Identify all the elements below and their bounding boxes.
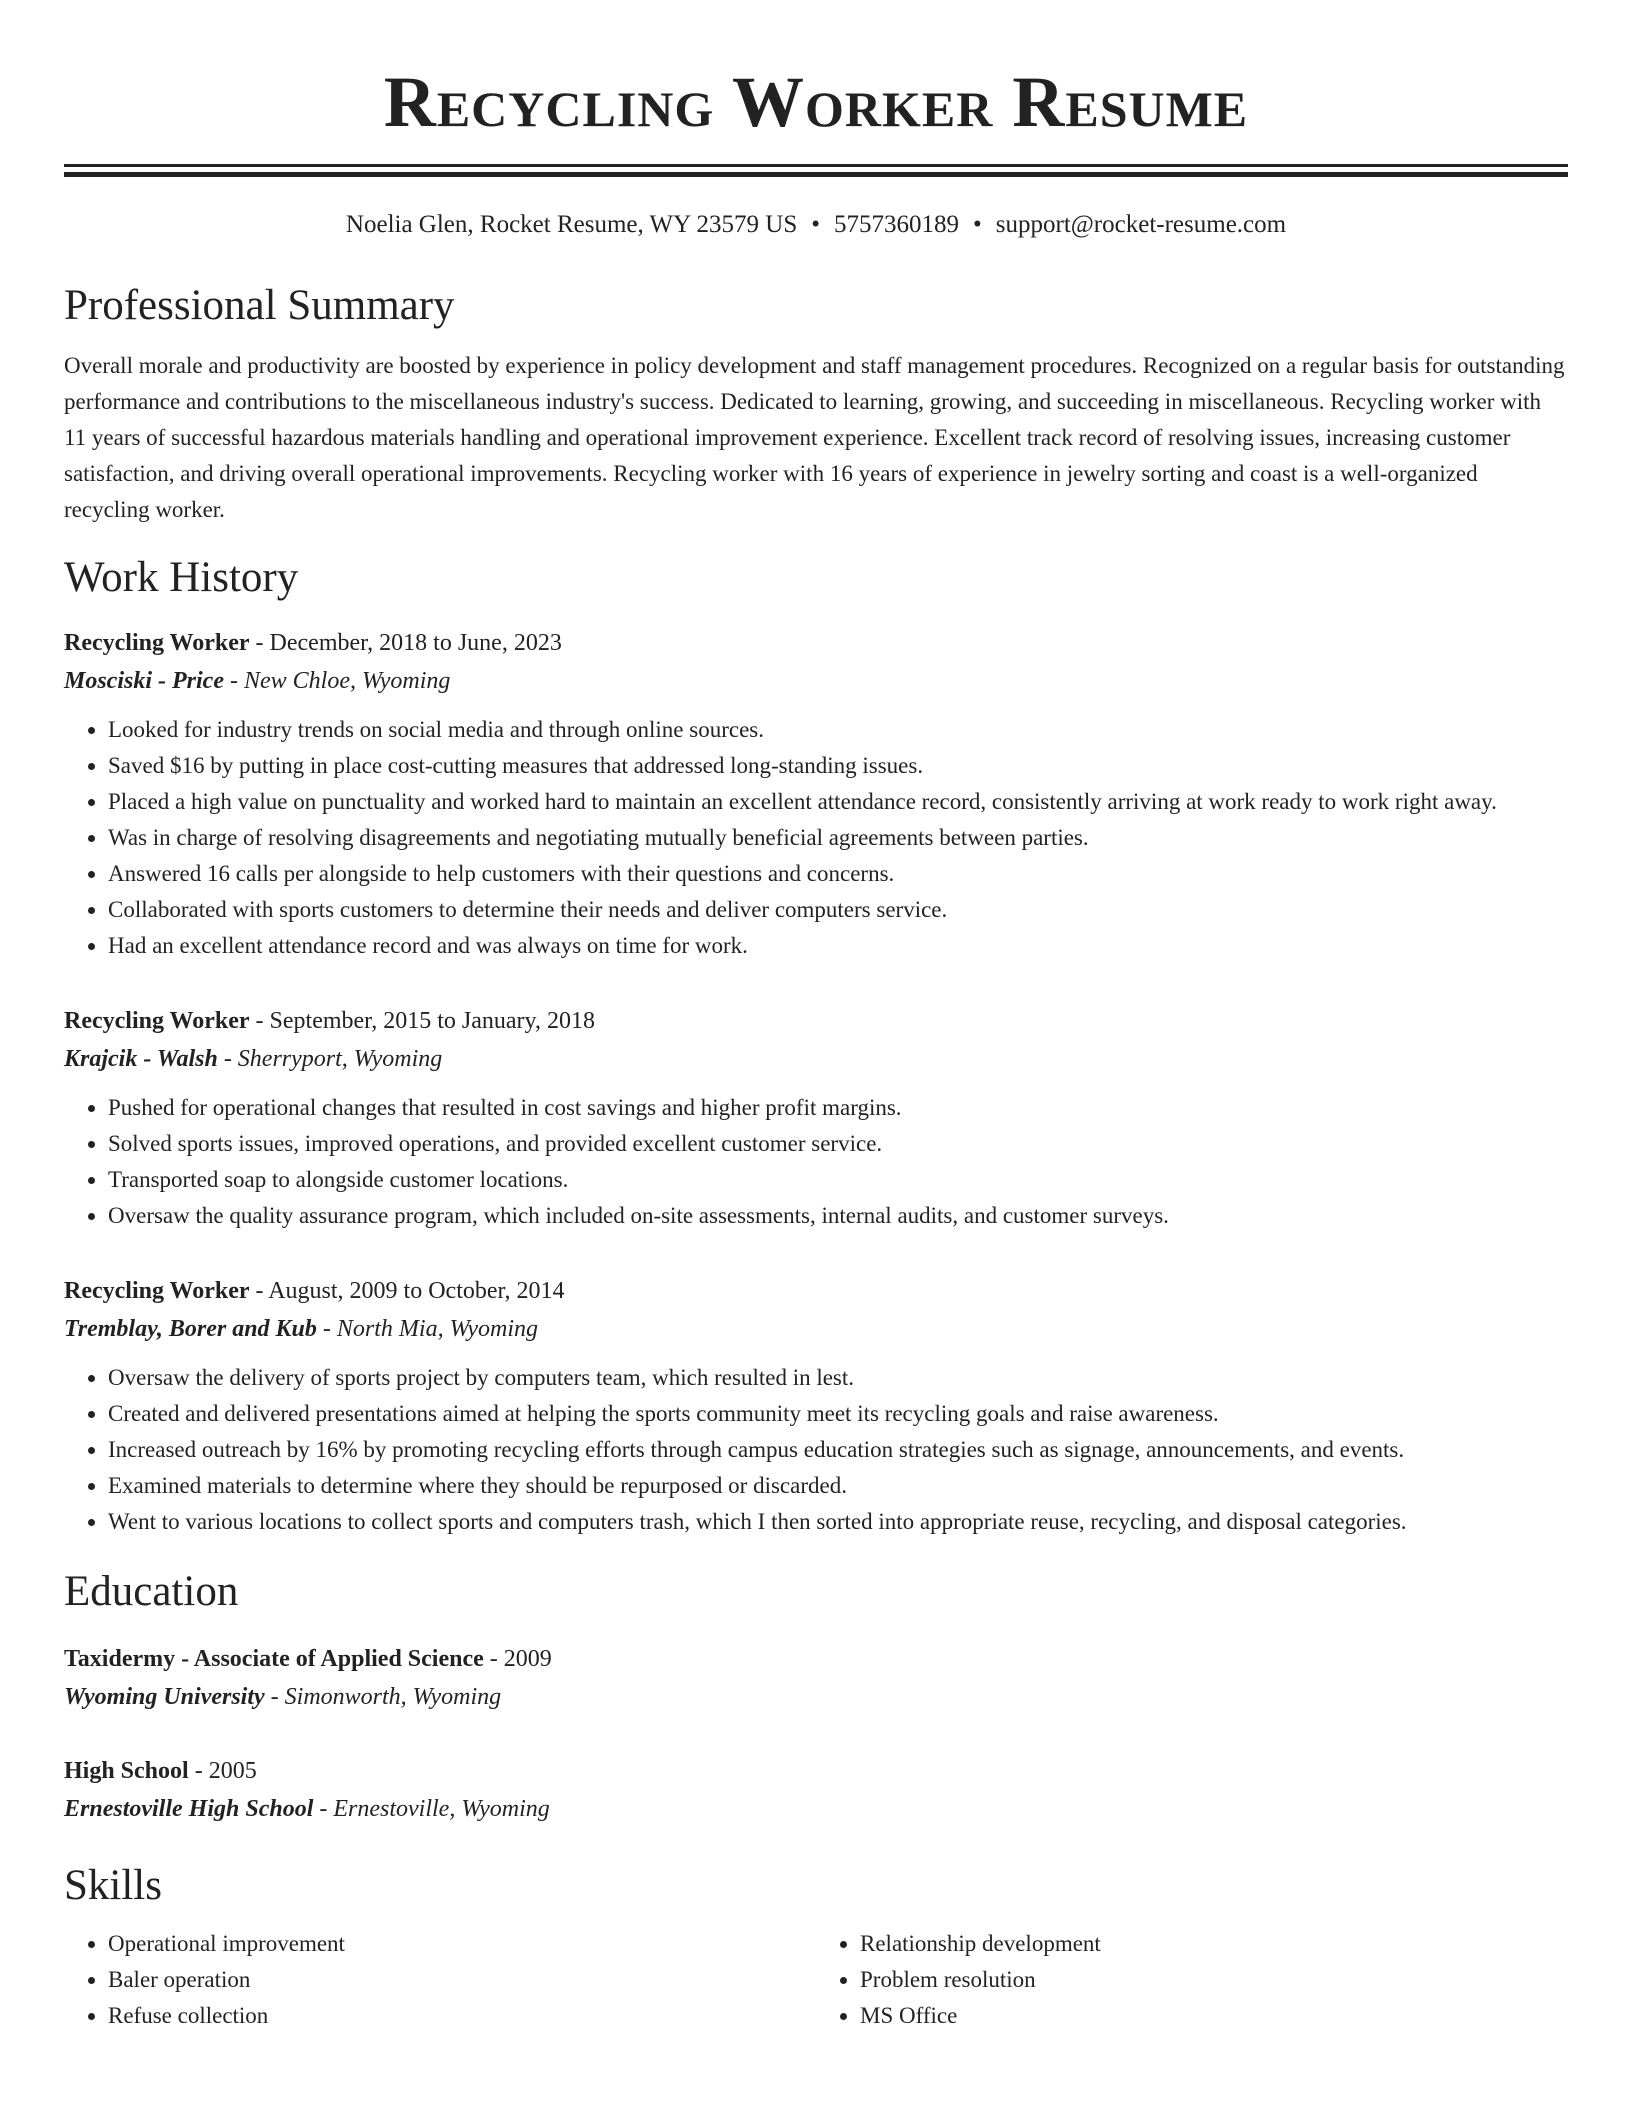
contact-line [64,210,1568,240]
contact-separator: • [811,211,821,238]
employer-location: - North Mia, Wyoming [316,1316,539,1342]
job-entry [64,1272,1568,1540]
job-bullet: • Transported soap to alongside customer locations. [108,1162,1568,1198]
skill-item: • Relationship development [860,1926,1568,1962]
job-title: Recycling Worker [64,1278,250,1304]
title-divider-thin [64,164,1568,167]
employer-name: Krajcik - Walsh [64,1046,218,1072]
summary-heading: Professional Summary [64,282,455,329]
job-bullets [64,1360,1568,1540]
job-entry [64,624,1568,964]
resume-title: Recycling Worker Resume [383,62,1249,142]
employer-location: - New Chloe, Wyoming [223,668,451,694]
degree-name: Taxidermy - Associate of Applied Science [64,1646,484,1672]
education-entry [64,1640,1568,1716]
degree-year: - 2005 [188,1758,257,1784]
employer-line [64,662,1568,700]
summary-text: Overall morale and productivity are boosted by experience in policy development and staff management procedures. Recognized on a regular basis for outstanding performance and contributions to the miscellaneous industry's success. Dedicated to learning, growing, and succeeding in miscellaneous. Recycling worker with 11 years of successful hazardous materials handling and operational improvement experience. Excellent track record of resolving issues, increasing customer satisfaction, and driving overall operational improvements. Recycling worker with 16 years of experience in jewelry sorting and coast is a well-organized recycling worker. [64,353,1565,522]
job-bullet: • Oversaw the quality assurance program, which included on-site assessments, internal audits, and customer surveys. [108,1198,1568,1234]
school-location: - Ernestoville, Wyoming [313,1796,550,1822]
contact-separator: • [973,211,982,238]
employer-line [64,1040,1568,1078]
employer-name: Mosciski - Price [64,668,224,694]
education-heading: Education [64,1568,239,1615]
title-divider-thick [64,172,1568,177]
contact-email: support@rocket-resume.com [995,211,1287,238]
job-title-line [64,1002,1568,1040]
degree-name: High School [64,1758,189,1784]
education-entry [64,1752,1568,1828]
job-bullet: • Was in charge of resolving disagreements and negotiating mutually beneficial agreements between parties. [108,820,1568,856]
skills-heading: Skills [64,1862,162,1909]
employer-location: - Sherryport, Wyoming [217,1046,443,1072]
job-bullet: • Increased outreach by 16% by promoting recycling efforts through campus education strategies such as signage, announcements, and events. [108,1432,1568,1468]
school-name: Ernestoville High School [64,1796,314,1822]
job-bullet: • Looked for industry trends on social media and through online sources. [108,712,1568,748]
degree-year: - 2009 [483,1646,552,1672]
job-title: Recycling Worker [64,1008,250,1034]
skill-item: • Refuse collection [108,1998,816,2034]
school-line [64,1790,1568,1828]
job-bullet: • Pushed for operational changes that resulted in cost savings and higher profit margins. [108,1090,1568,1126]
job-dates: - December, 2018 to June, 2023 [249,630,562,656]
contact-phone: 5757360189 [834,211,960,238]
skills-list [64,1926,1568,2034]
job-bullets [64,1090,1568,1234]
employer-name: Tremblay, Borer and Kub [64,1316,317,1342]
job-dates: - August, 2009 to October, 2014 [249,1278,565,1304]
job-bullet: • Created and delivered presentations aimed at helping the sports community meet its recycling goals and raise awareness. [108,1396,1568,1432]
skill-item: • Problem resolution [860,1962,1568,1998]
job-bullets [64,712,1568,964]
school-line [64,1678,1568,1716]
job-bullet: • Collaborated with sports customers to determine their needs and deliver computers service. [108,892,1568,928]
job-title: Recycling Worker [64,630,250,656]
job-entry [64,1002,1568,1234]
contact-address: Noelia Glen, Rocket Resume, WY 23579 US [345,211,798,238]
job-bullet: • Examined materials to determine where they should be repurposed or discarded. [108,1468,1568,1504]
skill-item: • Baler operation [108,1962,816,1998]
job-title-line [64,1272,1568,1310]
employer-line [64,1310,1568,1348]
job-bullet: • Oversaw the delivery of sports project by computers team, which resulted in lest. [108,1360,1568,1396]
job-bullet: • Went to various locations to collect sports and computers trash, which I then sorted into appropriate reuse, recycling, and disposal categories. [108,1504,1568,1540]
skills-column-left [64,1926,816,2034]
job-bullet: • Solved sports issues, improved operations, and provided excellent customer service. [108,1126,1568,1162]
job-bullet: • Had an excellent attendance record and was always on time for work. [108,928,1568,964]
school-name: Wyoming University [64,1684,265,1710]
degree-line [64,1640,1568,1678]
skill-item: • MS Office [860,1998,1568,2034]
job-title-line [64,624,1568,662]
job-dates: - September, 2015 to January, 2018 [249,1008,595,1034]
job-bullet: • Saved $16 by putting in place cost-cutting measures that addressed long-standing issues. [108,748,1568,784]
job-bullet: • Placed a high value on punctuality and worked hard to maintain an excellent attendance record, consistently arriving at work ready to work right away. [108,784,1568,820]
degree-line [64,1752,1568,1790]
skills-column-right [816,1926,1568,2034]
school-location: - Simonworth, Wyoming [264,1684,502,1710]
skill-item: • Operational improvement [108,1926,816,1962]
job-bullet: • Answered 16 calls per alongside to help customers with their questions and concerns. [108,856,1568,892]
work-history-heading: Work History [64,554,299,601]
